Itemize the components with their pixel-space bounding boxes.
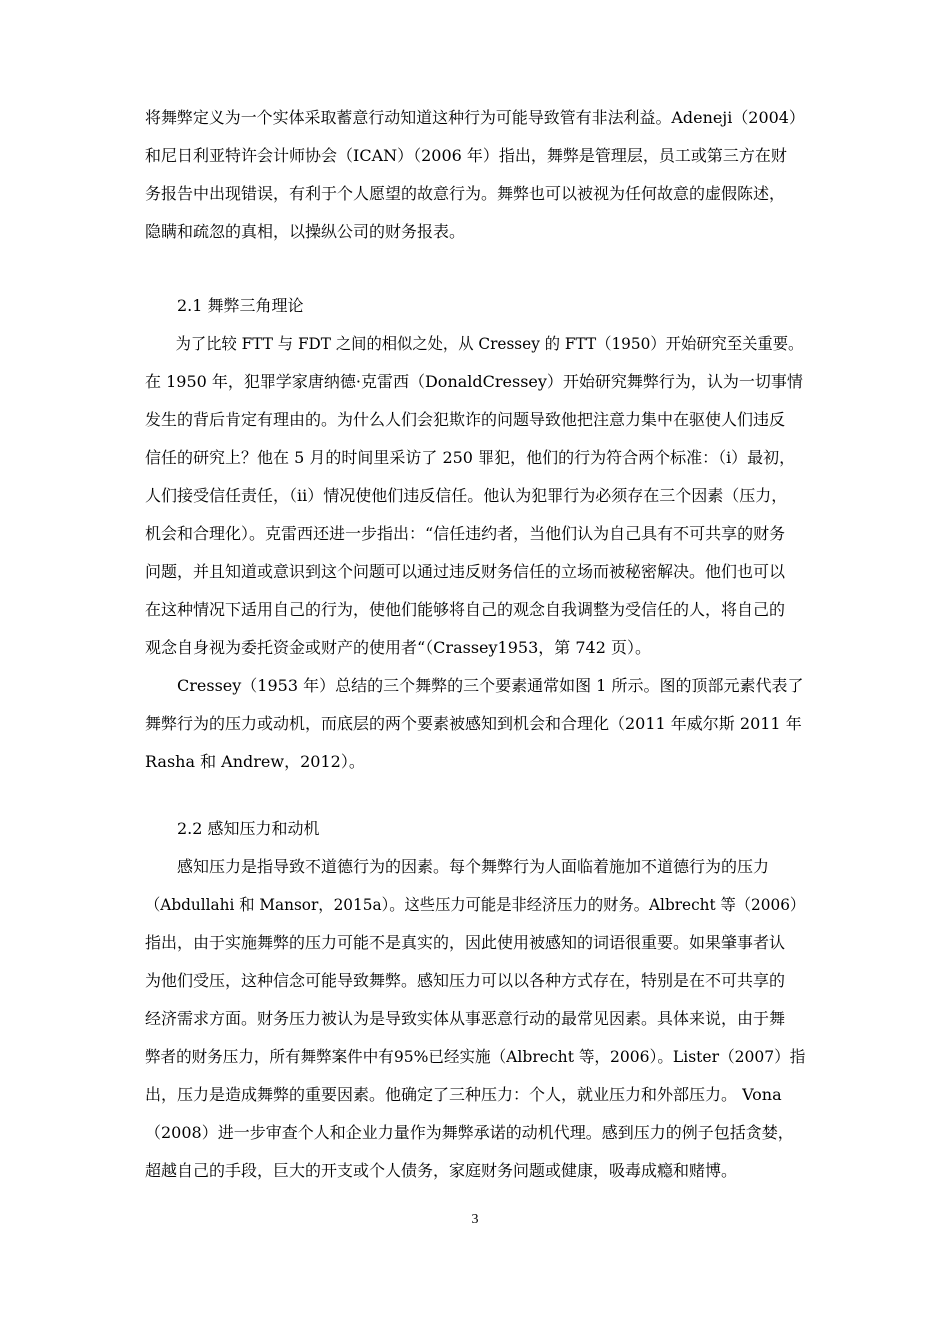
- text-line: Rasha 和 Andrew，2012）。: [145, 752, 365, 771]
- text-line: 指出，由于实施舞弊的压力可能不是真实的，因此使用被感知的词语很重要。如果肇事者认: [145, 933, 786, 952]
- text-line: 务报告中出现错误，有利于个人愿望的故意行为。舞弊也可以被视为任何故意的虚假陈述，: [145, 184, 786, 203]
- text-line: 将舞弊定义为一个实体采取蓄意行动知道这种行为可能导致管有非法利益。Adeneji（2004）: [145, 108, 805, 127]
- text-line: 在 1950 年，犯罪学家唐纳德·克雷西（DonaldCressey）开始研究舞弊行为，认为一切事情: [145, 372, 803, 391]
- paragraph-intro: [145, 99, 805, 251]
- paragraph-fraud-triangle-2: [145, 667, 805, 781]
- page-number: 3: [471, 1212, 479, 1227]
- text-line: 为他们受压，这种信念可能导致舞弊。感知压力可以以各种方式存在，特别是在不可共享的: [145, 971, 786, 990]
- text-line: 超越自己的手段，巨大的开支或个人债务，家庭财务问题或健康，吸毒成瘾和赌博。: [145, 1161, 738, 1180]
- text-line: 信任的研究上？他在 5 月的时间里采访了 250 罪犯，他们的行为符合两个标准：（i）最初，: [145, 448, 796, 467]
- text-line: 人们接受信任责任，（ii）情况使他们违反信任。他认为犯罪行为必须存在三个因素（压力，: [145, 486, 788, 505]
- text-line: 为了比较 FTT 与 FDT 之间的相似之处，从 Cressey 的 FTT（1950）开始研究至关重要。: [175, 334, 804, 353]
- text-line: （Abdullahi 和 Mansor，2015a）。这些压力可能是非经济压力的财务。Albrecht 等（2006）: [145, 895, 806, 914]
- text-line: 机会和合理化）。克雷西还进一步指出：“信任违约者，当他们认为自己具有不可共享的财务: [145, 524, 786, 543]
- text-line: （2008）进一步审查个人和企业力量作为舞弊承诺的动机代理。感到压力的例子包括贪婪，: [145, 1123, 794, 1142]
- text-line: 舞弊行为的压力或动机，而底层的两个要素被感知到机会和合理化（2011 年威尔斯 2011 年: [145, 714, 802, 733]
- text-line: 经济需求方面。财务压力被认为是导致实体从事恶意行动的最常见因素。具体来说，由于舞: [145, 1009, 786, 1028]
- text-line: 观念自身视为委托资金或财产的使用者“（Crassey1953，第 742 页）。: [145, 638, 651, 657]
- paragraph-pressure: [145, 848, 805, 1190]
- text-line: 在这种情况下适用自己的行为，使他们能够将自己的观念自我调整为受信任的人，将自己的: [145, 600, 786, 619]
- text-line: Cressey（1953 年）总结的三个舞弊的三个要素通常如图 1 所示。图的顶部元素代表了: [177, 676, 804, 695]
- text-line: 隐瞒和疏忽的真相，以操纵公司的财务报表。: [145, 222, 466, 241]
- text-line: 发生的背后肯定有理由的。为什么人们会犯欺诈的问题导致他把注意力集中在驱使人们违反: [145, 410, 786, 429]
- section-heading-2-1: 2.1 舞弊三角理论: [177, 296, 304, 315]
- paragraph-fraud-triangle-1: [145, 325, 805, 667]
- text-line: 出，压力是造成舞弊的重要因素。他确定了三种压力：个人，就业压力和外部压力。 Vona: [145, 1085, 782, 1104]
- text-line: 弊者的财务压力，所有舞弊案件中有95%已经实施（Albrecht 等，2006）。Lister（2007）指: [145, 1047, 806, 1066]
- text-line: 问题，并且知道或意识到这个问题可以通过违反财务信任的立场而被秘密解决。他们也可以: [145, 562, 786, 581]
- section-heading-2-2: 2.2 感知压力和动机: [177, 819, 320, 838]
- text-line: 感知压力是指导致不道德行为的因素。每个舞弊行为人面临着施加不道德行为的压力: [177, 857, 770, 876]
- text-line: 和尼日利亚特许会计师协会（ICAN）（2006 年）指出，舞弊是管理层，员工或第三方在财: [145, 146, 787, 165]
